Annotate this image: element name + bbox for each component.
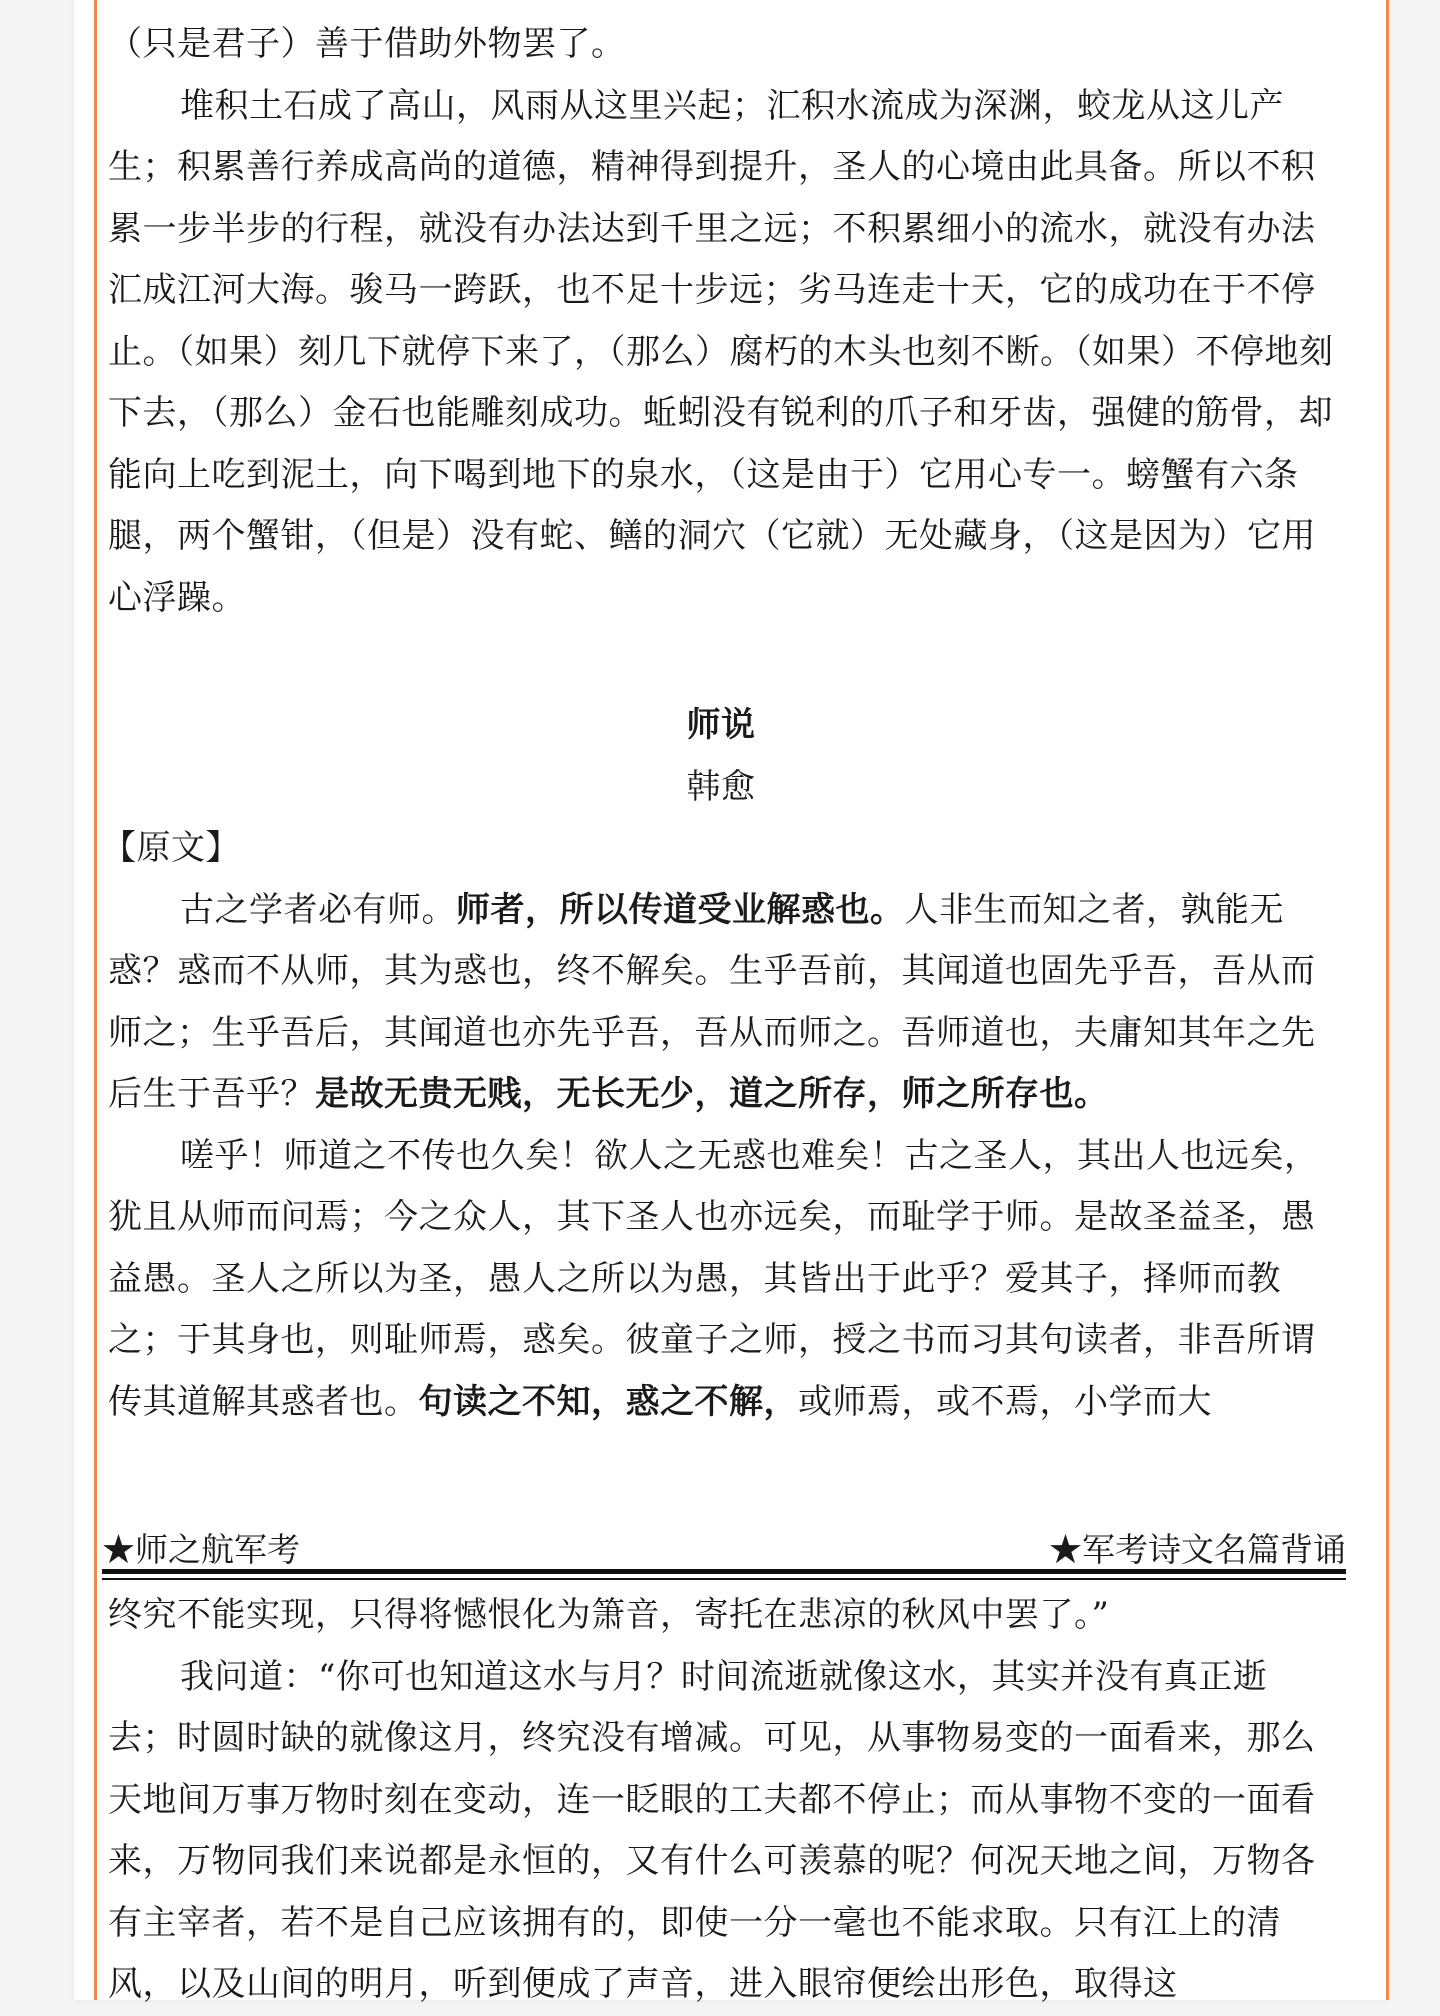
footer-right-label: ★军考诗文名篇背诵 xyxy=(1049,1530,1346,1569)
footer-rule-thick xyxy=(102,1569,1346,1574)
original-paragraph-2 xyxy=(108,1126,1334,1434)
bottom-paragraph: 我问道：“你可也知道这水与月？时间流逝就像这水，其实并没有真正逝去；时圆时缺的就像这月，终究没有增减。可见，从事物易变的一面看来，那么天地间万事万物时刻在变动，连一眨眼的工夫都不停止；而从事物不变的一面看来，万物同我们来说都是永恒的，又有什么可羡慕的呢？何况天地之间，万物各有主宰者，若不是自己应该拥有的，即使一分一毫也不能求取。只有江上的清风，以及山间的明月，听到便成了声音，进入眼帘便绘出形色，取得这 xyxy=(108,1656,1316,2004)
text-run: 人非生而知之者，孰能无惑？惑而不从师，其为惑也，终不解矣。生乎吾前，其闻道也固先乎吾，吾从而师之；生乎吾后，其闻道也亦先乎吾，吾从而师之。吾师道也，夫庸知其年之先后生于吾乎？ xyxy=(108,889,1316,1114)
article-title: 师说 xyxy=(686,705,756,745)
text-run: 嗟乎！师道之不传也久矣！欲人之无惑也难矣！古之圣人，其出人也远矣，犹且从师而问焉；今之众人，其下圣人也亦远矣，而耻学于师。是故圣益圣，愚益愚。圣人之所以为圣，愚人之所以为愚，其皆出于此乎？爱其子，择师而教之；于其身也，则耻师焉，惑矣。彼童子之师，授之书而习其句读者，非吾所谓传其道解其惑者也。 xyxy=(108,1135,1319,1422)
bottom-translation xyxy=(108,1585,1334,2016)
article-shishuo xyxy=(102,695,1334,1433)
top-translation xyxy=(108,14,1334,629)
footer-rule-thin xyxy=(102,1578,1346,1580)
bold-run: 是故无贵无贱，无长无少，道之所存，师之所存也。 xyxy=(315,1074,1109,1114)
translation-line: （只是君子）善于借助外物罢了。 xyxy=(108,24,626,64)
bold-run: 句读之不知，惑之不解， xyxy=(418,1381,798,1422)
page-footer xyxy=(102,1518,1346,1568)
article-author: 韩愈 xyxy=(686,766,756,807)
text-run: 或师焉，或不焉，小学而大 xyxy=(798,1381,1212,1422)
section-label-original: 【原文】 xyxy=(102,828,240,868)
page-border-left xyxy=(94,0,97,2000)
bold-run: 师者，所以传道受业解惑也。 xyxy=(456,889,905,930)
original-paragraph-1 xyxy=(108,880,1334,1126)
footer-left-label: ★师之航军考 xyxy=(102,1530,300,1569)
translation-paragraph: 堆积土石成了高山，风雨从这里兴起；汇积水流成为深渊，蛟龙从这儿产生；积累善行养成高尚的道德，精神得到提升，圣人的心境由此具备。所以不积累一步半步的行程，就没有办法达到千里之远；不积累细小的流水，就没有办法汇成江河大海。骏马一跨跃，也不足十步远；劣马连走十天，它的成功在于不停止。（如果）刻几下就停下来了，（那么）腐朽的木头也刻不断。（如果）不停地刻下去，（那么）金石也能雕刻成功。蚯蚓没有锐利的爪子和牙齿，强健的筋骨，却能向上吃到泥土，向下喝到地下的泉水，（这是由于）它用心专一。螃蟹有六条腿，两个蟹钳，（但是）没有蛇、鳝的洞穴（它就）无处藏身，（这是因为）它用心浮躁。 xyxy=(108,85,1334,618)
page-border-right xyxy=(1386,0,1389,2000)
text-run: 古之学者必有师。 xyxy=(180,889,456,930)
bottom-line: 终究不能实现，只得将憾恨化为箫音，寄托在悲凉的秋风中罢了。” xyxy=(108,1595,1110,1635)
